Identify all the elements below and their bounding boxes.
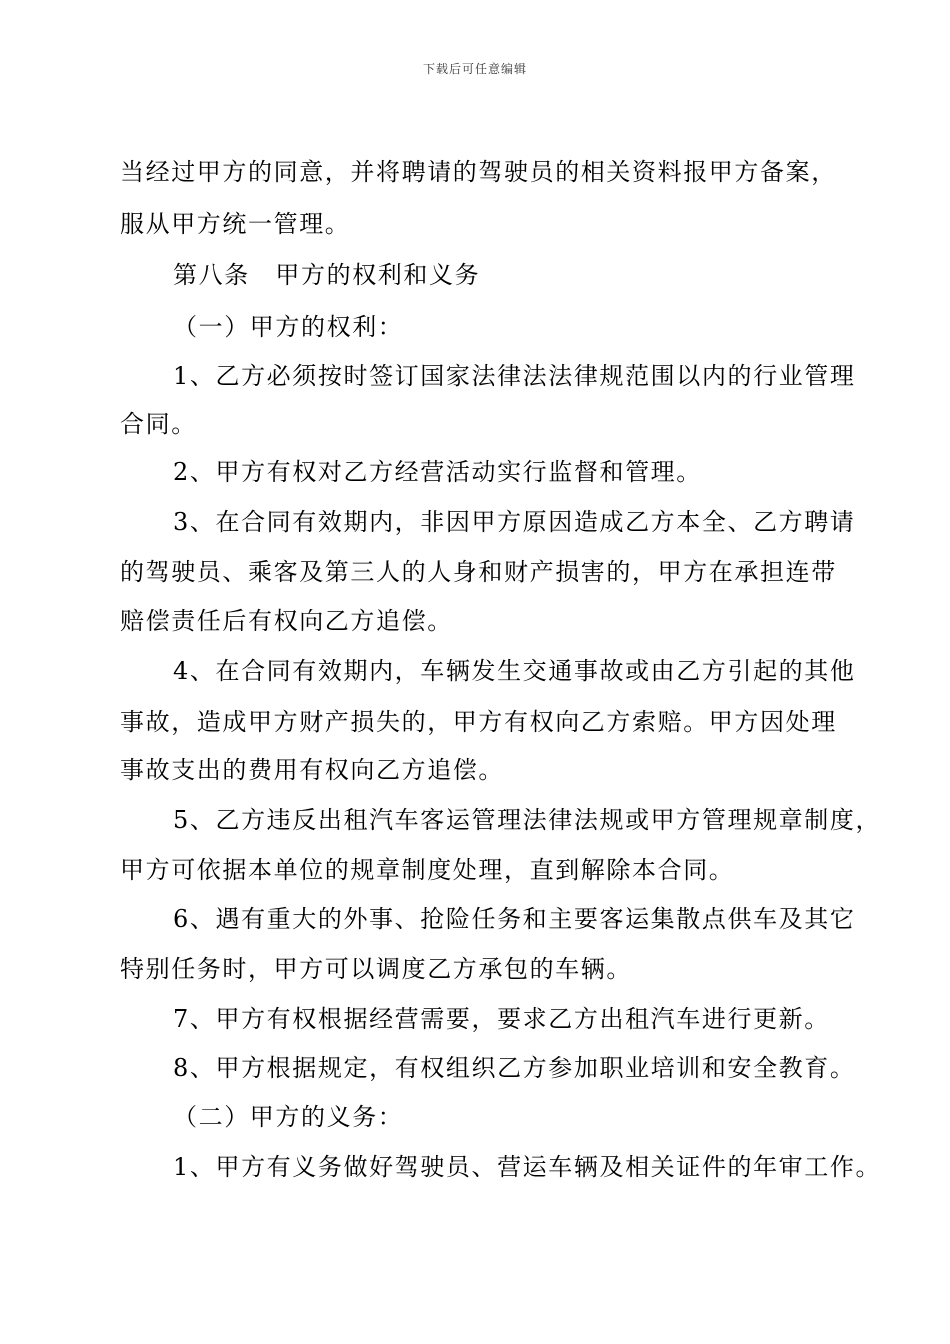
- text-line: 1、甲方有义务做好驾驶员、营运车辆及相关证件的年审工作。: [173, 1153, 882, 1181]
- subsection-heading: （二）甲方的义务：: [173, 1103, 404, 1131]
- text-line: 2、甲方有权对乙方经营活动实行监督和管理。: [173, 458, 702, 486]
- text-line: 当经过甲方的同意，并将聘请的驾驶员的相关资料报甲方备案，: [120, 158, 837, 186]
- text-line: 4、在合同有效期内，车辆发生交通事故或由乙方引起的其他: [173, 657, 856, 685]
- text-line: 赔偿责任后有权向乙方追偿。: [120, 607, 453, 635]
- text-line: 3、在合同有效期内，非因甲方原因造成乙方本全、乙方聘请: [173, 508, 856, 536]
- text-line: 6、遇有重大的外事、抢险任务和主要客运集散点供车及其它: [173, 905, 856, 933]
- section-heading: 第八条 甲方的权利和义务: [173, 261, 481, 289]
- text-line: 合同。: [120, 410, 197, 438]
- subsection-heading: （一）甲方的权利：: [173, 313, 404, 341]
- text-line: 特别任务时，甲方可以调度乙方承包的车辆。: [120, 955, 632, 983]
- text-line: 服从甲方统一管理。: [120, 210, 351, 238]
- text-line: 5、乙方违反出租汽车客运管理法律法规或甲方管理规章制度，: [173, 806, 882, 834]
- text-line: 甲方可依据本单位的规章制度处理，直到解除本合同。: [120, 856, 735, 884]
- text-line: 1、乙方必须按时签订国家法律法法律规范围以内的行业管理: [173, 362, 856, 390]
- text-line: 事故支出的费用有权向乙方追偿。: [120, 756, 504, 784]
- page-header: 下载后可任意编辑: [422, 62, 527, 76]
- text-line: 7、甲方有权根据经营需要，要求乙方出租汽车进行更新。: [173, 1005, 830, 1033]
- text-line: 的驾驶员、乘客及第三人的人身和财产损害的，甲方在承担连带: [120, 558, 837, 586]
- text-line: 8、甲方根据规定，有权组织乙方参加职业培训和安全教育。: [173, 1054, 856, 1082]
- text-line: 事故，造成甲方财产损失的，甲方有权向乙方索赔。甲方因处理: [120, 708, 837, 736]
